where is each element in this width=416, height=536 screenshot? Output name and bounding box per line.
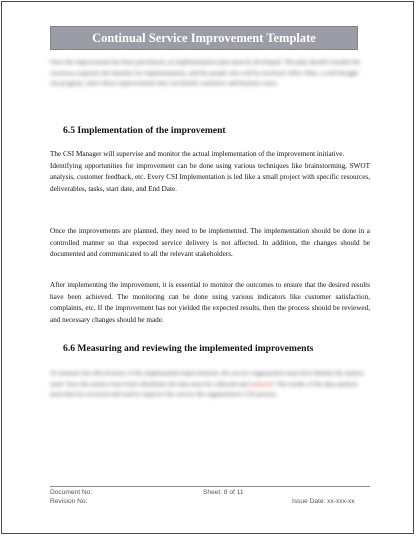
paragraph: Once the improvements are planned, they need to be implemented. The implementation should be done in a controlled manner so that expected service delivery is not affected. In addition, the changes should be documented and communicated to all the relevant stakeholders. bbox=[50, 227, 370, 259]
section-6-5-block-3 bbox=[50, 280, 370, 326]
footer-document-no: Document No: bbox=[50, 489, 93, 496]
footer-divider bbox=[50, 486, 370, 487]
blurred-text: . The results of the data analysis must then be reviewed and used to improve the service the organization's CSI process. bbox=[50, 380, 358, 399]
section-6-5-block-1 bbox=[50, 149, 370, 195]
section-6-5-block-2 bbox=[50, 226, 370, 261]
document-page bbox=[1, 1, 414, 534]
intro-paragraph-blurred: Once the improvement has been prioritized, an implementation plan must be developed. The plan should consider the resources required, the timeline for implementation, and the people who will be involved. Who? Plan, a well thought out program, select those improvements that can benefit customers and business users. bbox=[50, 59, 361, 88]
document-title: Continual Service Improvement Template bbox=[50, 26, 358, 50]
section-heading-6-5: 6.5 Implementation of the improvement bbox=[63, 125, 226, 136]
footer-sheet-number: Sheet: 8 of 11 bbox=[203, 489, 244, 496]
blurred-text: To measure the effectiveness of the implemented improvements, the service organization must first identify the metrics used. Once the metrics have been identified, the data must be collected and bbox=[50, 370, 365, 388]
section-heading-6-6: 6.6 Measuring and reviewing the implemented improvements bbox=[63, 343, 314, 354]
blurred-highlight-text: analyzed bbox=[249, 380, 274, 388]
section-6-6-paragraph-blurred bbox=[50, 369, 368, 401]
paragraph: The CSI Manager will supervise and monitor the actual implementation of the improvement initiative. bbox=[50, 150, 345, 158]
paragraph: Identifying opportunities for improvement can be done using various techniques like brainstorming, SWOT analysis, customer feedback, etc. Every CSI Implementation is led like a small project with specific resources, deliverables, tasks, start date, and End Date. bbox=[50, 161, 370, 193]
footer-issue-date: Issue Date: xx-xxx-xx bbox=[292, 498, 355, 505]
footer-revision-no: Revision No: bbox=[50, 498, 88, 505]
paragraph: After implementing the improvement, it is essential to monitor the outcomes to ensure that the desired results have been achieved. The monitoring can be done using various indicators like customer satisfaction, complaints, etc. If the improvement has not yielded the expected results, then the process should be reviewed, and necessary changes should be made. bbox=[50, 281, 370, 324]
